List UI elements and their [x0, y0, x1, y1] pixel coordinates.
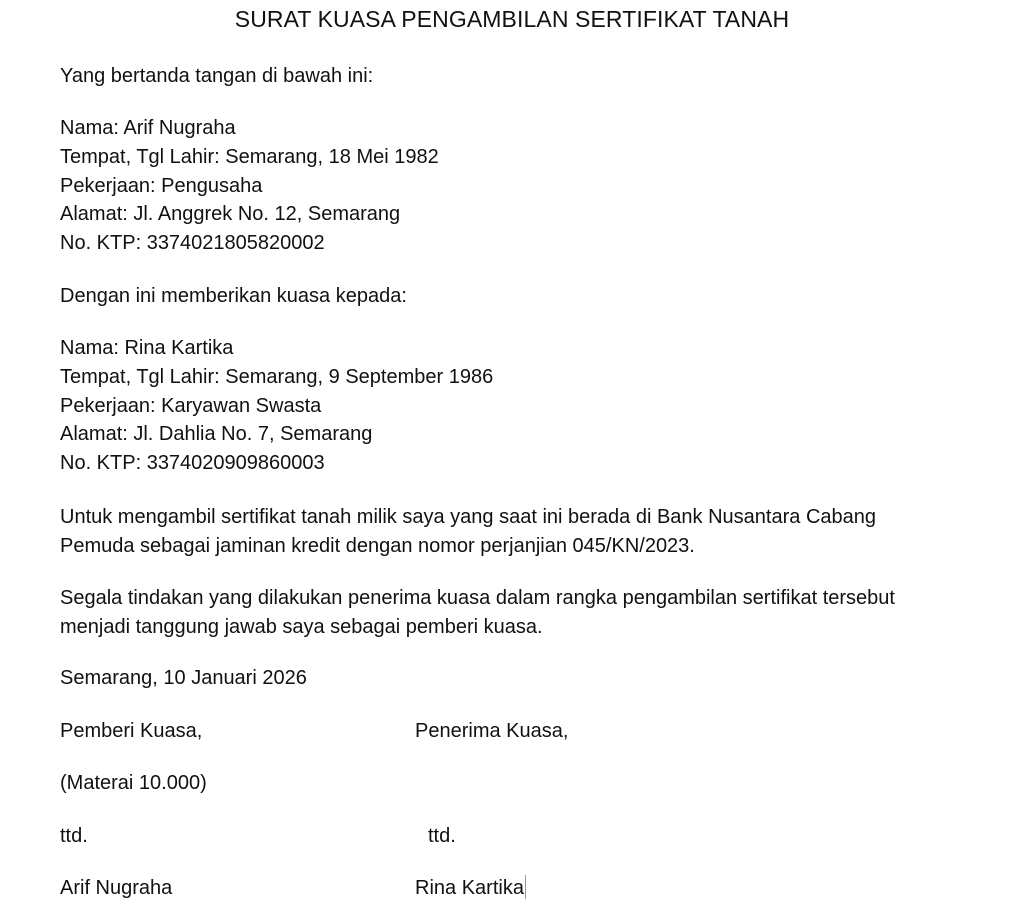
responsibility-line-2: menjadi tanggung jawab saya sebagai pemberi kuasa.	[60, 616, 543, 638]
document-title: SURAT KUASA PENGAMBILAN SERTIFIKAT TANAH	[234, 6, 790, 32]
grantee-ttd: ttd.	[428, 825, 456, 847]
grantee-job: Pekerjaan: Karyawan Swasta	[60, 395, 322, 417]
grantee-signature-name: Rina Kartika	[415, 877, 524, 899]
place-date: Semarang, 10 Januari 2026	[60, 667, 307, 689]
grantor-address: Alamat: Jl. Anggrek No. 12, Semarang	[60, 203, 401, 225]
grantor-ttd: ttd.	[60, 825, 88, 847]
grantee-signature-label: Penerima Kuasa,	[415, 720, 569, 742]
responsibility-line-1: Segala tindakan yang dilakukan penerima kuasa dalam rangka pengambilan sertifikat tersebut	[60, 587, 895, 609]
grantor-birth: Tempat, Tgl Lahir: Semarang, 18 Mei 1982	[60, 146, 439, 168]
grantee-ktp: No. KTP: 3374020909860003	[60, 452, 325, 474]
purpose-line-2: Pemuda sebagai jaminan kredit dengan nomor perjanjian 045/KN/2023.	[60, 535, 695, 557]
grant-intro-text: Dengan ini memberikan kuasa kepada:	[60, 285, 407, 307]
grantor-job: Pekerjaan: Pengusaha	[60, 175, 263, 197]
grantee-address: Alamat: Jl. Dahlia No. 7, Semarang	[60, 423, 373, 445]
grantee-name: Nama: Rina Kartika	[60, 337, 234, 359]
grantor-signature-label: Pemberi Kuasa,	[60, 720, 203, 742]
text-cursor	[525, 875, 527, 899]
grantor-signature-name: Arif Nugraha	[60, 877, 173, 899]
stamp-text: (Materai 10.000)	[60, 772, 207, 794]
grantor-ktp: No. KTP: 3374021805820002	[60, 232, 325, 254]
purpose-line-1: Untuk mengambil sertifikat tanah milik saya yang saat ini berada di Bank Nusantara Cabang	[60, 506, 876, 528]
intro-text: Yang bertanda tangan di bawah ini:	[60, 65, 374, 87]
grantor-name: Nama: Arif Nugraha	[60, 117, 236, 139]
grantee-signature-line[interactable]	[415, 874, 526, 902]
grantee-birth: Tempat, Tgl Lahir: Semarang, 9 September 1986	[60, 366, 494, 388]
